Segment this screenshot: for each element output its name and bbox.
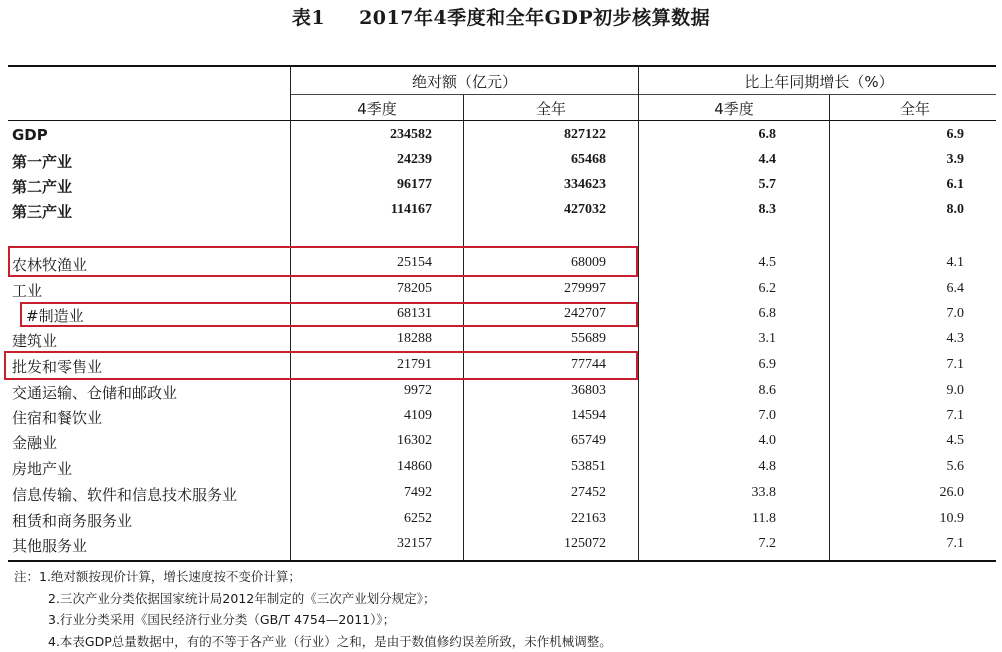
cell-year-growth: 6.1	[947, 177, 965, 193]
cell-year-growth: 5.6	[947, 459, 965, 475]
cell-q4-growth: 8.6	[759, 383, 777, 399]
table-bottom-rule	[8, 560, 996, 562]
cell-q4-absolute: 9972	[404, 383, 432, 399]
cell-q4-growth: 6.8	[759, 127, 777, 143]
table-number: 表1	[292, 7, 325, 29]
cell-q4-growth: 5.7	[759, 177, 777, 193]
cell-year-absolute: 427032	[564, 202, 606, 218]
note-4: 4.本表GDP总量数据中，有的不等于各产业（行业）之和，是由于数值修约误差所致，未作机械调整。	[14, 631, 612, 652]
row-label: 工业	[12, 280, 42, 301]
table-row-gdp	[0, 123, 1002, 148]
cell-q4-growth: 7.2	[759, 536, 777, 552]
row-label: 房地产业	[12, 458, 72, 479]
table-row-real-estate	[0, 455, 1002, 480]
table-row-secondary-industry	[0, 173, 1002, 198]
table-row-industry	[0, 277, 1002, 302]
cell-q4-growth: 6.8	[759, 306, 777, 322]
cell-year-growth: 8.0	[947, 202, 965, 218]
header-year-absolute: 全年	[464, 98, 638, 119]
table-row-finance	[0, 429, 1002, 454]
row-label: 其他服务业	[12, 535, 87, 556]
row-label: 批发和零售业	[12, 356, 102, 377]
row-label: 金融业	[12, 432, 57, 453]
cell-year-absolute: 55689	[571, 331, 606, 347]
row-label: GDP	[12, 126, 48, 144]
cell-year-absolute: 68009	[571, 255, 606, 271]
cell-year-absolute: 65749	[571, 433, 606, 449]
cell-q4-growth: 7.0	[759, 408, 777, 424]
cell-year-absolute: 827122	[564, 127, 606, 143]
table-row-construction	[0, 327, 1002, 352]
cell-q4-absolute: 18288	[397, 331, 432, 347]
cell-year-growth: 6.4	[947, 281, 965, 297]
cell-year-growth: 7.0	[947, 306, 965, 322]
cell-q4-growth: 4.0	[759, 433, 777, 449]
cell-q4-absolute: 21791	[397, 357, 432, 373]
cell-q4-absolute: 68131	[397, 306, 432, 322]
cell-year-absolute: 14594	[571, 408, 606, 424]
cell-q4-absolute: 32157	[397, 536, 432, 552]
cell-year-growth: 4.1	[947, 255, 965, 271]
row-label: #制造业	[26, 305, 84, 326]
cell-q4-growth: 33.8	[752, 485, 777, 501]
cell-year-absolute: 65468	[571, 152, 606, 168]
cell-q4-absolute: 96177	[397, 177, 432, 193]
cell-year-growth: 7.1	[947, 357, 965, 373]
cell-year-absolute: 334623	[564, 177, 606, 193]
row-label: 建筑业	[12, 330, 57, 351]
cell-year-absolute: 36803	[571, 383, 606, 399]
header-divider-rule	[291, 94, 996, 95]
row-label: 第三产业	[12, 201, 72, 222]
cell-q4-growth: 11.8	[752, 511, 776, 527]
note-3: 3.行业分类采用《国民经济行业分类（GB/T 4754—2011）》；	[14, 609, 612, 631]
cell-q4-absolute: 4109	[404, 408, 432, 424]
table-row-primary-industry	[0, 148, 1002, 173]
header-yoy-growth: 比上年同期增长（%）	[639, 71, 999, 92]
table-notes	[14, 566, 612, 652]
cell-year-growth: 7.1	[947, 408, 965, 424]
table-row-manufacturing	[0, 302, 1002, 327]
table-row-agriculture	[0, 251, 1002, 276]
note-1: 注：1.绝对额按现价计算，增长速度按不变价计算；	[14, 566, 612, 588]
cell-q4-absolute: 25154	[397, 255, 432, 271]
cell-q4-growth: 3.1	[759, 331, 777, 347]
cell-q4-absolute: 6252	[404, 511, 432, 527]
cell-q4-growth: 4.5	[759, 255, 777, 271]
cell-year-growth: 4.3	[947, 331, 965, 347]
table-row-transport	[0, 379, 1002, 404]
header-q4-growth: 4季度	[639, 98, 829, 119]
table-row-leasing-business	[0, 507, 1002, 532]
cell-year-growth: 7.1	[947, 536, 965, 552]
table-row-accommodation	[0, 404, 1002, 429]
table-title	[0, 3, 1002, 31]
cell-q4-growth: 6.9	[759, 357, 777, 373]
header-q4-absolute: 4季度	[291, 98, 463, 119]
cell-year-absolute: 125072	[564, 536, 606, 552]
row-label: 第二产业	[12, 176, 72, 197]
row-label: 农林牧渔业	[12, 254, 87, 275]
row-label: 交通运输、仓储和邮政业	[12, 382, 177, 403]
header-absolute-amount: 绝对额（亿元）	[291, 71, 638, 92]
cell-year-absolute: 53851	[571, 459, 606, 475]
cell-year-growth: 10.9	[940, 511, 965, 527]
cell-q4-growth: 8.3	[759, 202, 777, 218]
table-title-text: 2017年4季度和全年GDP初步核算数据	[359, 7, 710, 29]
table-row-tertiary-industry	[0, 198, 1002, 223]
row-label: 住宿和餐饮业	[12, 407, 102, 428]
row-label: 第一产业	[12, 151, 72, 172]
cell-year-growth: 3.9	[947, 152, 965, 168]
cell-q4-growth: 4.4	[759, 152, 777, 168]
table-row-other-services	[0, 532, 1002, 557]
header-year-growth: 全年	[830, 98, 1000, 119]
table-row-information-tech	[0, 481, 1002, 506]
cell-year-absolute: 27452	[571, 485, 606, 501]
note-2: 2.三次产业分类依据国家统计局2012年制定的《三次产业划分规定》；	[14, 588, 612, 610]
cell-year-growth: 4.5	[947, 433, 965, 449]
cell-q4-absolute: 16302	[397, 433, 432, 449]
table-row-wholesale-retail	[0, 353, 1002, 378]
cell-q4-absolute: 234582	[390, 127, 432, 143]
cell-q4-absolute: 24239	[397, 152, 432, 168]
cell-q4-absolute: 7492	[404, 485, 432, 501]
row-label: 信息传输、软件和信息技术服务业	[12, 484, 237, 505]
cell-year-growth: 6.9	[947, 127, 965, 143]
cell-year-growth: 26.0	[940, 485, 965, 501]
cell-q4-growth: 4.8	[759, 459, 777, 475]
table-top-rule	[8, 65, 996, 67]
cell-q4-absolute: 78205	[397, 281, 432, 297]
cell-year-absolute: 22163	[571, 511, 606, 527]
header-bottom-rule	[8, 120, 996, 121]
cell-q4-absolute: 114167	[391, 202, 432, 218]
cell-year-absolute: 77744	[571, 357, 606, 373]
cell-year-absolute: 242707	[564, 306, 606, 322]
cell-q4-absolute: 14860	[397, 459, 432, 475]
cell-year-growth: 9.0	[947, 383, 965, 399]
cell-year-absolute: 279997	[564, 281, 606, 297]
cell-q4-growth: 6.2	[759, 281, 777, 297]
row-label: 租赁和商务服务业	[12, 510, 132, 531]
